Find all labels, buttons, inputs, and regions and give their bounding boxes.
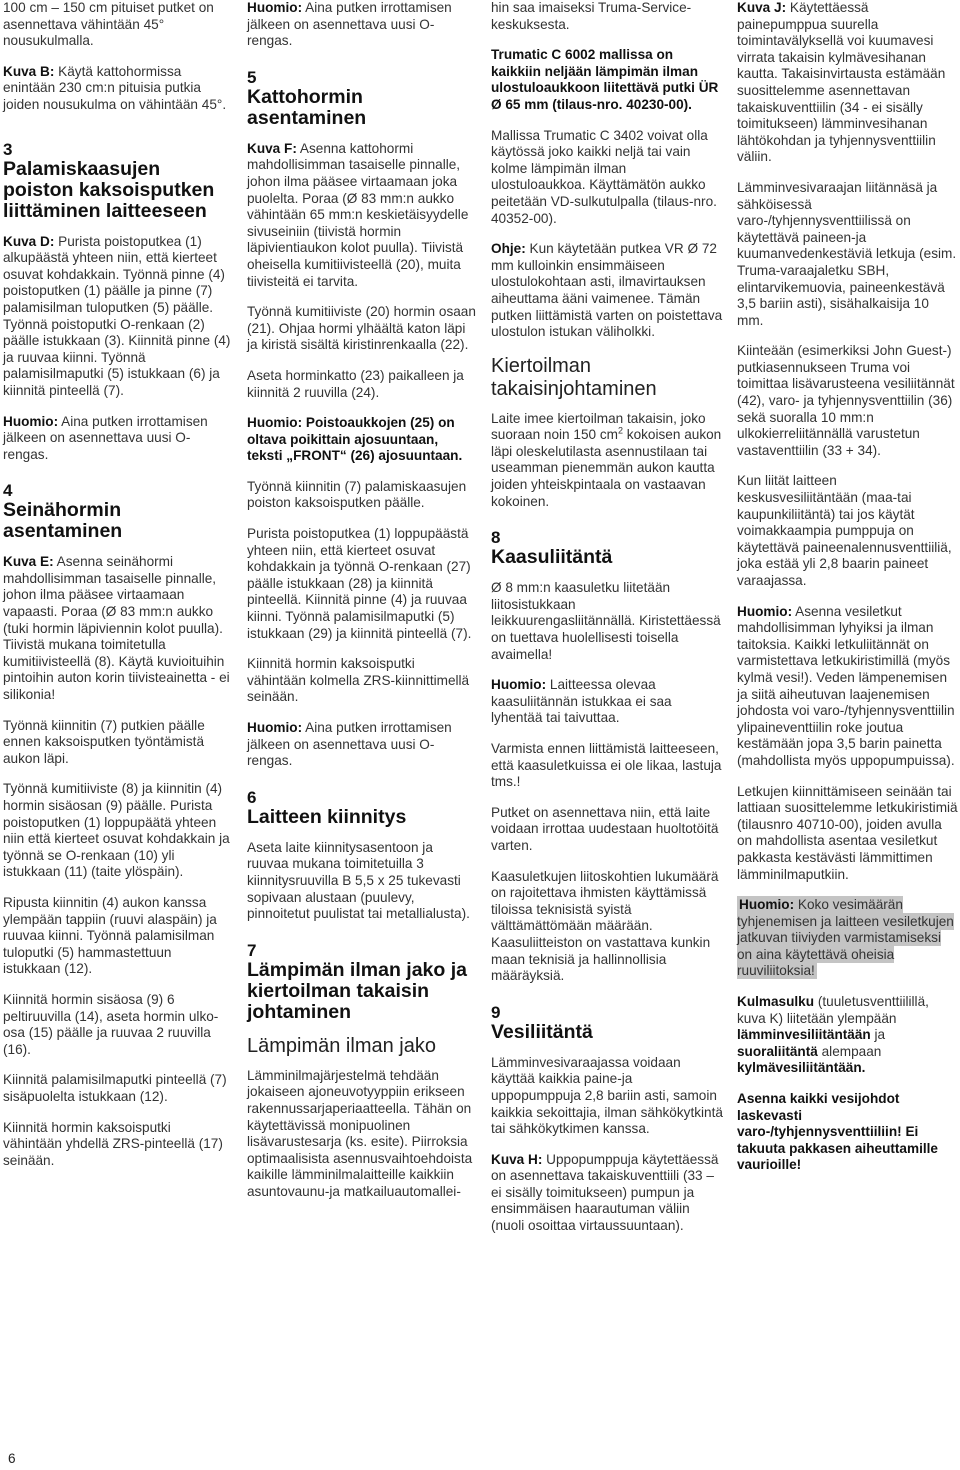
warning-paragraph: Huomio: Poistoaukkojen (25) on oltava poikittain ajosuuntaan, teksti „FRONT“ (26) ajosuuntaan. bbox=[247, 415, 463, 464]
label-kuva-e: Kuva E: bbox=[3, 554, 54, 570]
paragraph: hin saa imaiseksi Truma-Service-keskuksesta. bbox=[491, 0, 692, 32]
paragraph bbox=[3, 64, 231, 114]
subsection-title: Kiertoilman takaisinjohtaminen bbox=[491, 354, 657, 400]
text: (tuuletusventtiilillä, kuva K) liitetään ylempään bbox=[737, 994, 929, 1026]
text: Aina putken irrottamisen jälkeen on asennettava uusi O-rengas. bbox=[247, 0, 452, 49]
label-huomio: Huomio: bbox=[739, 897, 795, 913]
label-huomio: Huomio: bbox=[737, 603, 793, 619]
term-kulmasulku: Kulmasulku bbox=[737, 994, 815, 1010]
section-number: 7 bbox=[247, 940, 257, 960]
paragraph: Kiinteään (esimerkiksi John Guest-) putkiasennukseen Truma voi toimittaa lisävarusteena vesiliitännät (42), varo- ja tyhjennysventtiilin (36) sekä suoralla 10 mm:n ulkokierreliitännällä varustetun vastaventtiilin (33 + 34). bbox=[737, 343, 955, 458]
paragraph bbox=[737, 604, 959, 770]
paragraph: Aseta laite kiinnitysasentoon ja ruuvaa mukana toimitetuilla 3 kiinnitysruuvilla B 5,5 x 25 tukevasti sopivaan alustaan (puulevy, pinnoitetut puulistat tai metallialusta). bbox=[247, 839, 470, 922]
text: ja bbox=[874, 1027, 886, 1043]
text: Koko vesimäärän tyhjenemisen ja laitteen vesiletkujen jatkuvan tiiviyden varmistamiseksi on aina käytettävä oheisia ruuviliitoksia! bbox=[737, 897, 954, 979]
section-number: 5 bbox=[247, 67, 257, 87]
paragraph: Kiinnitä hormin kaksoisputki vähintään kolmella ZRS-kiinnittimellä seinään. bbox=[247, 656, 470, 705]
paragraph bbox=[247, 0, 477, 50]
paragraph: Kiinnitä hormin sisäosa (9) 6 peltiruuvilla (14), aseta hormin ulko-osa (15) päälle ja ruuvaa 2 ruuvilla (16). bbox=[3, 991, 219, 1057]
paragraph: Kaasuletkujen liitoskohtien lukumäärä on rajoitettava ihmisten käyttämissä tiloissa teknisistä syistä välttämättömään määrään. Kaasuliitteiston on vastattava kunkin maan teknisiä ja hallinnollisia määräyksiä. bbox=[491, 868, 719, 984]
paragraph: 100 cm – 150 cm pituiset putket on asennettava vähintään 45° nousukulmalla. bbox=[3, 0, 214, 49]
text: Aina putken irrottamisen jälkeen on asennettava uusi O-rengas. bbox=[247, 720, 452, 769]
paragraph bbox=[491, 411, 723, 511]
paragraph: Mallissa Trumatic C 3402 voivat olla käytössä joko kaikki neljä tai vain kolme lämpimän ilman ulostuloaukkoa. Käyttämätön aukko peitetään VD-sulkutulpalla (tilaus-nro. 40352-00). bbox=[491, 127, 717, 226]
section-title: Vesiliitäntä bbox=[491, 1020, 593, 1043]
shaded-notice bbox=[737, 897, 959, 980]
section-title: Lämpimän ilman jako ja kiertoilman takaisin johtaminen bbox=[247, 958, 467, 1023]
label-kuva-h: Kuva H: bbox=[491, 1151, 543, 1167]
paragraph: Ripusta kiinnitin (4) aukon kanssa ylempään tappiin (ruuvi alaspäin) ja ruuvaa kiinni. Työnnä palamisilman tuloputki (5) hammastettuun istukkaan (12). bbox=[3, 894, 217, 977]
paragraph: Letkujen kiinnittämiseen seinään tai lattiaan suosittelemme letkukiristimiä (tilausnro 40710-00), joiden avulla on mahdollista asentaa vesiletkut pakkasta kestävästi lämmittimen lämminilmaputkiin. bbox=[737, 783, 958, 882]
label-huomio: Huomio: bbox=[3, 413, 59, 429]
column-2 bbox=[247, 0, 477, 1215]
paragraph: Työnnä kumitiiviste (20) hormin osaan (21). Ohjaa hormi ylhäältä katon läpi ja kiristä sisältä kiristinrenkaalla (22). bbox=[247, 304, 476, 353]
label-kuva-d: Kuva D: bbox=[3, 233, 55, 249]
label-ohje: Ohje: bbox=[491, 241, 526, 257]
highlight-paragraph: Trumatic C 6002 mallissa on kaikkiin neljään lämpimän ilman ulostuloaukkoon liitettävä putki ÜR Ø 65 mm (tilaus-nro. 40230-00). bbox=[491, 47, 719, 112]
term-lamminvesiliitanta: lämminvesiliitäntään bbox=[737, 1027, 871, 1043]
text: Purista poistoputkea (1) alkupäästä yhteen niin, että kierteet osuvat kohdakkain. Työnnä pinne (4) poistoputken (1) päälle ja pinne (7) palamisilman tuloputken (5) päälle. Työnnä poistoputki O-renkaan (2) päälle istukkaan (3). Kiinnitä pinne (4) ja ruuvaa kiinni. Työnnä palamisilmaputki (5) istukkaan (6) ja kiinnitä pinteellä (7). bbox=[3, 233, 231, 398]
label-huomio: Huomio: bbox=[247, 0, 303, 15]
paragraph bbox=[3, 234, 231, 400]
paragraph: Työnnä kiinnitin (7) putkien päälle ennen kaksoisputken työntämistä aukon läpi. bbox=[3, 717, 205, 766]
column-3 bbox=[491, 0, 723, 1249]
paragraph: Ø 8 mm:n kaasuletku liitetään liitosistukkaan leikkuurengasliitännällä. Kiristettäessä on tuettava huolellisesti toisella avaimella! bbox=[491, 580, 721, 662]
paragraph: Aseta horminkatto (23) paikalleen ja kiinnitä 2 ruuvilla (24). bbox=[247, 367, 464, 400]
warning-paragraph: Asenna kaikki vesijohdot laskevasti varo-/tyhjennysventtiiliin! Ei takuuta pakkasen aiheuttamille vaurioille! bbox=[737, 1091, 938, 1173]
section-title: Kaasuliitäntä bbox=[491, 546, 613, 569]
section-number: 6 bbox=[247, 787, 257, 807]
label-kuva-j: Kuva J: bbox=[737, 0, 787, 15]
text: Käytä kattohormissa enintään 230 cm:n pituisia putkia joiden nousukulma on vähintään 45°. bbox=[3, 63, 227, 112]
paragraph bbox=[3, 414, 231, 464]
paragraph bbox=[491, 241, 723, 341]
paragraph bbox=[491, 677, 723, 727]
paragraph bbox=[491, 1152, 723, 1235]
column-4 bbox=[737, 0, 959, 1188]
text: Käytettäessä painepumppua suurella toimintavälyksellä voi kuumavesi virrata takaisin kylmävesihanan kautta. Takaisinvirtausta estämään suosittelemme asennettavan takaiskuventtiilin (34 - ei sisälly toimitukseen) lämminvesihanan lähtökohdan ja tyhjennysventtiilin väliin. bbox=[737, 0, 946, 165]
section-title: Seinähormin asentaminen bbox=[3, 499, 123, 543]
paragraph bbox=[247, 720, 477, 770]
text: alempaan bbox=[821, 1043, 882, 1059]
paragraph bbox=[737, 994, 959, 1077]
paragraph: Kun liität laitteen keskusvesiliitäntään (maa-tai kaupunkiliitäntä) tai jos käytät voimakkaampia pumppuja on käytettävä paineenalennusventtiiliä, joka estää yli 2,8 baarin paineet varaajassa. bbox=[737, 473, 952, 588]
section-title: Laitteen kiinnitys bbox=[247, 805, 407, 828]
text: Laite imee kiertoilman takaisin, joko suoraan noin 150 cm bbox=[491, 410, 706, 443]
page-number: 6 bbox=[8, 1451, 16, 1466]
paragraph bbox=[737, 0, 959, 166]
section-number: 3 bbox=[3, 139, 13, 159]
label-huomio: Huomio: bbox=[491, 677, 547, 693]
section-number: 4 bbox=[3, 481, 13, 501]
label-kuva-b: Kuva B: bbox=[3, 63, 55, 79]
section-title: Kattohormin asentaminen bbox=[247, 85, 367, 129]
term-kylmavesiliitanta: kylmävesiliitäntään. bbox=[737, 1060, 866, 1076]
paragraph: Kiinnitä palamisilmaputki pinteellä (7) sisäpuolelta istukkaan (12). bbox=[3, 1072, 227, 1104]
text: Aina putken irrottamisen jälkeen on asennettava uusi O-rengas. bbox=[3, 413, 208, 462]
text: Uppopumppuja käytettäessä on asennettava takaiskuventtiili (33 – ei sisälly toimitukseen) pumpun ja ensimmäisen haarautuman väliin (nuoli osoittaa virtaussuuntaan). bbox=[491, 1151, 719, 1234]
paragraph: Putket on asennettava niin, että laite voidaan irrottaa uudestaan huoltotöitä varten. bbox=[491, 804, 719, 853]
label-huomio: Huomio: bbox=[247, 720, 303, 735]
paragraph: Työnnä kiinnitin (7) palamiskaasujen poiston kaksoisputken päälle. bbox=[247, 478, 467, 511]
text: Kun käytetään putkea VR Ø 72 mm kulloinkin ensimmäiseen ulostulokohtaan asti, ilmavirtauksen aiheuttama ääni vaimenee. Tämän putken liittämistä varten on poistettava ulostulon istukan väliholkki. bbox=[491, 241, 723, 340]
text: kokoisen aukon läpi oleskelutilasta asennustilaan tai useamman pienemmän aukon kautta joiden yhteiskpintaala on vastaavan kokoinen. bbox=[491, 427, 722, 509]
subsection-title: Lämpimän ilman jako bbox=[247, 1034, 436, 1057]
label-kuva-f: Kuva F: bbox=[247, 140, 297, 156]
section-number: 8 bbox=[491, 528, 501, 548]
shaded-notice-box bbox=[737, 896, 954, 979]
paragraph: Purista poistoputkea (1) loppupäästä yhteen niin, että kierteet osuvat kohdakkain ja työnnä O-renkaan (27) päälle istukkaan (28) ja kiinnitä pinteellä. Kiinnitä pinne (4) ja ruuvaa kiinni. Työnnä palamisilmaputki (5) istukkaan (29) ja kiinnitä pinteellä (7). bbox=[247, 526, 472, 641]
superscript: 2 bbox=[617, 425, 623, 436]
paragraph: Varmista ennen liittämistä laitteeseen, että kaasuletkuissa ei ole likaa, lastuja tms.! bbox=[491, 741, 722, 790]
section-number: 9 bbox=[491, 1002, 501, 1022]
paragraph: Lämminilmajärjestelmä tehdään jokaiseen ajoneuvotyyppiin erikseen rakennussarjaperiaatteella. Tähän on käytettävissä monipuolinen lisävarustesarja (ks. esite). Piirroksia optimaalisista asennusvaihtoehdoista kaikille lämminilmalaitteille kaikkiin asuntovaunu-ja matkailuautomallei- bbox=[247, 1067, 473, 1199]
paragraph: Lämminvesivaraajassa voidaan käyttää kaikkia paine-ja uppopumppuja 2,8 bariin asti, samoin kaikkia sekoittajia, ilman sähkökytkintä tai sähkökytkimen kanssa. bbox=[491, 1054, 723, 1137]
paragraph: Työnnä kumitiiviste (8) ja kiinnitin (4) hormin sisäosan (9) päälle. Purista poistoputken (1) loppupäätä yhteen niin että kierteet osuvat kohdakkain ja työnnä se O-renkaan (10) yli istukkaan (11) (taite ylöspäin). bbox=[3, 781, 230, 880]
text: Asenna seinähormi mahdollisimman tasaiselle pinnalle, johon ilma pääsee virtaamaan vapaasti. Poraa (Ø 83 mm:n aukko (tuki hormin läpiviennin kolot puulla). Tiivistä mukana toimitetulla kumitiivisteellä (8). Käytä kuvioituihin pintoihin auton korin tiivisteainetta - ei silikonia! bbox=[3, 554, 230, 703]
text: Laitteessa olevaa kaasuliitännän istukkaa ei saa lyhentää tai taivuttaa. bbox=[491, 677, 672, 726]
paragraph bbox=[247, 141, 477, 290]
paragraph bbox=[3, 554, 231, 703]
text: Asenna vesiletkut mahdollisimman lyhyiksi ja ilman taitoksia. Kaikki letkuliitännät on varmistettava letkukiristimillä (myös kylmä vesi!). Veden lämpenemisen ja siitä aiheutuvan laajenemisen johdosta voi varo-/tyhjennysventtiilin ylipaineventtiilin roke joutua kestämään jopa 3,5 barin painetta (mahdollista myös uppopumpuissa). bbox=[737, 603, 955, 768]
section-title: Palamiskaasujen poiston kaksoisputken liittäminen laitteeseen bbox=[3, 157, 215, 222]
paragraph: Lämminvesivaraajan liitännäsä ja sähköisessä varo-/tyhjennysventtiilissä on käytettävä paineen-ja kuumanvedenkestäviä letkuja (esim. Truma-varaajaletku SBH, elintarvikemuovia, paineenkestävä 3,5 bariin asti), sisähalkaisija 10 mm. bbox=[737, 179, 957, 328]
column-1 bbox=[3, 0, 231, 1183]
paragraph: Kiinnitä hormin kaksoisputki vähintään yhdellä ZRS-pinteellä (17) seinään. bbox=[3, 1119, 223, 1168]
term-suoraliitanta: suoraliitäntä bbox=[737, 1043, 818, 1059]
text: Asenna kattohormi mahdollisimman tasaiselle pinnalle, johon ilma pääsee virtaamaan joka puolelta. Poraa (Ø 83 mm:n aukko vähintään 65 mm:n keskietäisyydelle sivuseiniin (tiivistä hormin läpivientiaukon kolot puulla). Tiivistä oheisella kumitiivisteellä (20), muita tiivisteitä ei tarvita. bbox=[247, 140, 469, 289]
